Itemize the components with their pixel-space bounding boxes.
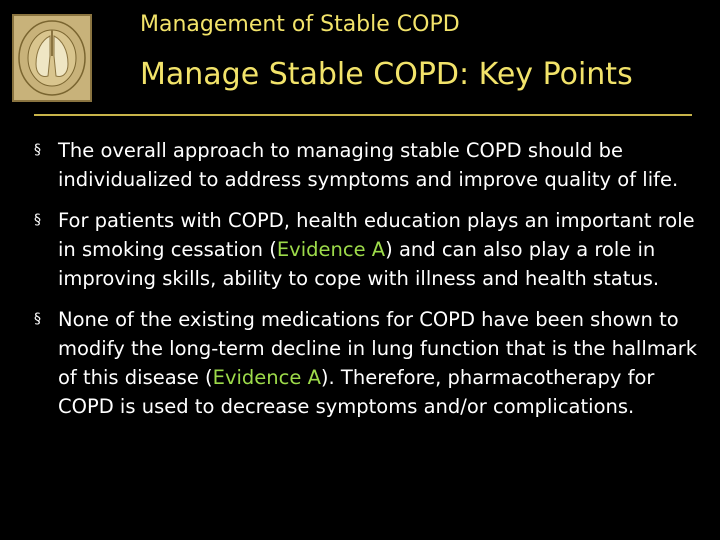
bullet-marker-icon: § (34, 212, 41, 228)
slide-title: Manage Stable COPD: Key Points (140, 57, 633, 92)
key-point-2 (34, 206, 700, 293)
key-points-list (34, 136, 700, 433)
slide-subtitle: Management of Stable COPD (140, 12, 460, 37)
key-point-text-start: For patients with COPD, health education plays an important role in smoking cessation ( (58, 209, 695, 261)
key-point-text: The overall approach to managing stable COPD should be individualized to address symptoms and improve quality of life. (58, 139, 679, 191)
evidence-label: Evidence A (276, 238, 386, 261)
gold-logo (12, 14, 92, 102)
title-divider (34, 114, 692, 116)
key-point-text-start: None of the existing medications for COPD have been shown to modify the long-term decline in lung function that is the hallmark of this disease ( (58, 308, 698, 389)
bullet-marker-icon: § (34, 311, 41, 327)
lungs-icon (14, 16, 90, 100)
evidence-label: Evidence A (212, 366, 321, 389)
key-point-text-end: ) and can also play a role in improving skills, ability to cope with illness and health status. (58, 238, 660, 290)
key-point-1 (34, 136, 700, 194)
bullet-marker-icon: § (34, 142, 41, 158)
key-point-text (58, 308, 697, 418)
key-point-3 (34, 305, 700, 421)
key-point-text (58, 209, 695, 290)
key-point-text-end: ). Therefore, pharmacotherapy for COPD is used to decrease symptoms and/or complications. (58, 366, 655, 418)
